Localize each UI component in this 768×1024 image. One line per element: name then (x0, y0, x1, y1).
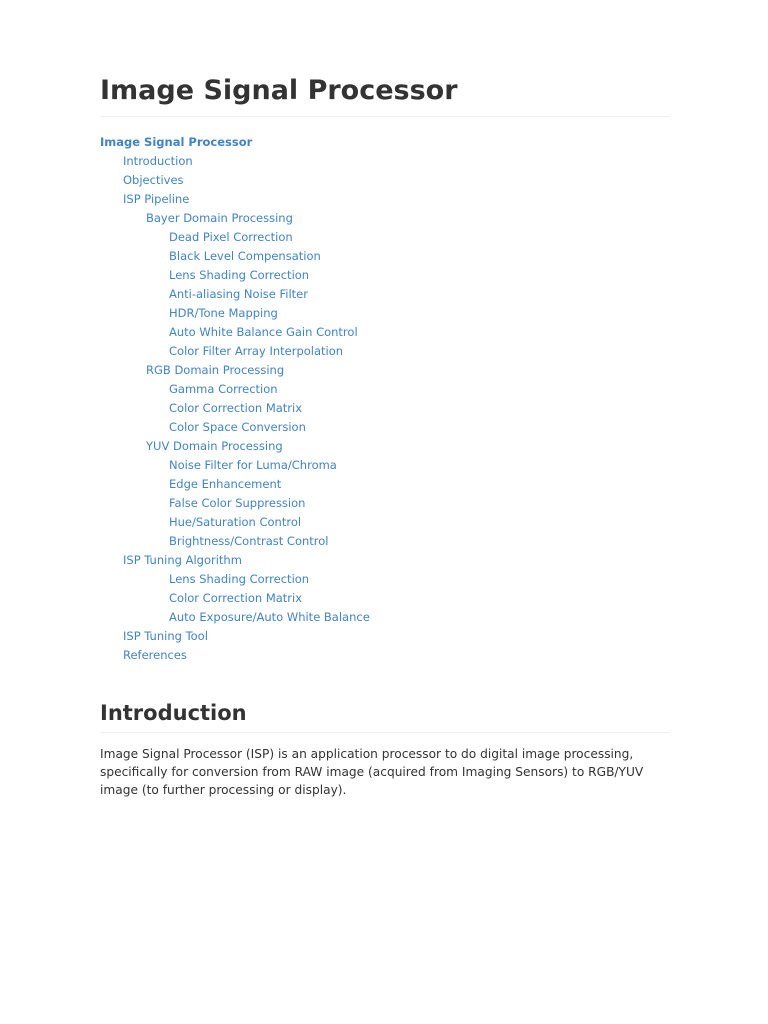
table-of-contents (100, 134, 670, 666)
toc-link-gamma-correction[interactable]: Gamma Correction (169, 382, 278, 396)
toc-link-color-correction-matrix[interactable]: Color Correction Matrix (169, 401, 303, 415)
introduction-heading: Introduction (100, 701, 247, 725)
toc-item-references (123, 647, 670, 666)
toc-item (169, 381, 670, 400)
toc-item-isp-tuning-tool (123, 628, 670, 647)
toc-link-yuv-domain-processing[interactable]: YUV Domain Processing (146, 439, 283, 453)
toc-item (169, 324, 670, 343)
toc-item (169, 609, 670, 628)
toc-level-3 (146, 457, 670, 552)
toc-item-indent (146, 571, 670, 628)
toc-link-isp-tuning-tool[interactable]: ISP Tuning Tool (123, 629, 208, 643)
toc-level-3 (146, 229, 670, 362)
toc-link-rgb-domain-processing[interactable]: RGB Domain Processing (146, 363, 285, 377)
toc-link-tuning-color-correction-matrix[interactable]: Color Correction Matrix (169, 591, 303, 605)
toc-item (169, 343, 670, 362)
title-divider (100, 116, 670, 117)
toc-level-1 (100, 153, 670, 666)
toc-link-tuning-lens-shading-correction[interactable]: Lens Shading Correction (169, 572, 310, 586)
toc-link-color-filter-array-interpolation[interactable]: Color Filter Array Interpolation (169, 344, 344, 358)
toc-item (169, 514, 670, 533)
toc-level-2 (123, 210, 670, 552)
toc-link-auto-exposure-auto-white-balance[interactable]: Auto Exposure/Auto White Balance (169, 610, 370, 624)
toc-item (169, 495, 670, 514)
toc-link-brightness-contrast-control[interactable]: Brightness/Contrast Control (169, 534, 329, 548)
toc-level-3 (146, 571, 670, 628)
toc-item-bayer-domain (146, 210, 670, 362)
introduction-paragraph: Image Signal Processor (ISP) is an application processor to do digital image processing, specifically for conversion from RAW image (acquired from Imaging Sensors) to RGB/YUV image (to further processing or display). (100, 747, 644, 797)
toc-item (169, 476, 670, 495)
toc-item (169, 248, 670, 267)
toc-link-edge-enhancement[interactable]: Edge Enhancement (169, 477, 282, 491)
toc-link-image-signal-processor[interactable]: Image Signal Processor (100, 135, 253, 149)
toc-item-root (100, 134, 670, 666)
toc-link-anti-aliasing-noise-filter[interactable]: Anti-aliasing Noise Filter (169, 287, 308, 301)
toc-item (169, 267, 670, 286)
toc-item (169, 229, 670, 248)
toc-link-lens-shading-correction[interactable]: Lens Shading Correction (169, 268, 310, 282)
toc-item-yuv-domain (146, 438, 670, 552)
toc-item (169, 590, 670, 609)
toc-item-isp-pipeline (123, 191, 670, 552)
toc-link-bayer-domain-processing[interactable]: Bayer Domain Processing (146, 211, 293, 225)
toc-item (169, 457, 670, 476)
toc-item-rgb-domain (146, 362, 670, 438)
toc-link-noise-filter-luma-chroma[interactable]: Noise Filter for Luma/Chroma (169, 458, 337, 472)
toc-link-isp-pipeline[interactable]: ISP Pipeline (123, 192, 190, 206)
toc-item (169, 533, 670, 552)
toc-link-color-space-conversion[interactable]: Color Space Conversion (169, 420, 306, 434)
toc-level-2 (123, 571, 670, 628)
toc-link-auto-white-balance-gain-control[interactable]: Auto White Balance Gain Control (169, 325, 358, 339)
introduction-divider (100, 732, 670, 733)
toc-link-references[interactable]: References (123, 648, 187, 662)
toc-link-black-level-compensation[interactable]: Black Level Compensation (169, 249, 321, 263)
toc-link-introduction[interactable]: Introduction (123, 154, 193, 168)
toc-link-dead-pixel-correction[interactable]: Dead Pixel Correction (169, 230, 293, 244)
toc-item (169, 286, 670, 305)
toc-item-isp-tuning-algorithm (123, 552, 670, 628)
toc-item (169, 305, 670, 324)
page-title: Image Signal Processor (100, 75, 458, 106)
document-page (100, 0, 670, 799)
toc-level-3 (146, 381, 670, 438)
toc-link-hdr-tone-mapping[interactable]: HDR/Tone Mapping (169, 306, 278, 320)
toc-link-isp-tuning-algorithm[interactable]: ISP Tuning Algorithm (123, 553, 242, 567)
toc-item (169, 400, 670, 419)
toc-item (169, 419, 670, 438)
toc-item-objectives (123, 172, 670, 191)
toc-item (169, 571, 670, 590)
toc-link-objectives[interactable]: Objectives (123, 173, 184, 187)
toc-link-false-color-suppression[interactable]: False Color Suppression (169, 496, 306, 510)
toc-link-hue-saturation-control[interactable]: Hue/Saturation Control (169, 515, 302, 529)
toc-item-introduction (123, 153, 670, 172)
